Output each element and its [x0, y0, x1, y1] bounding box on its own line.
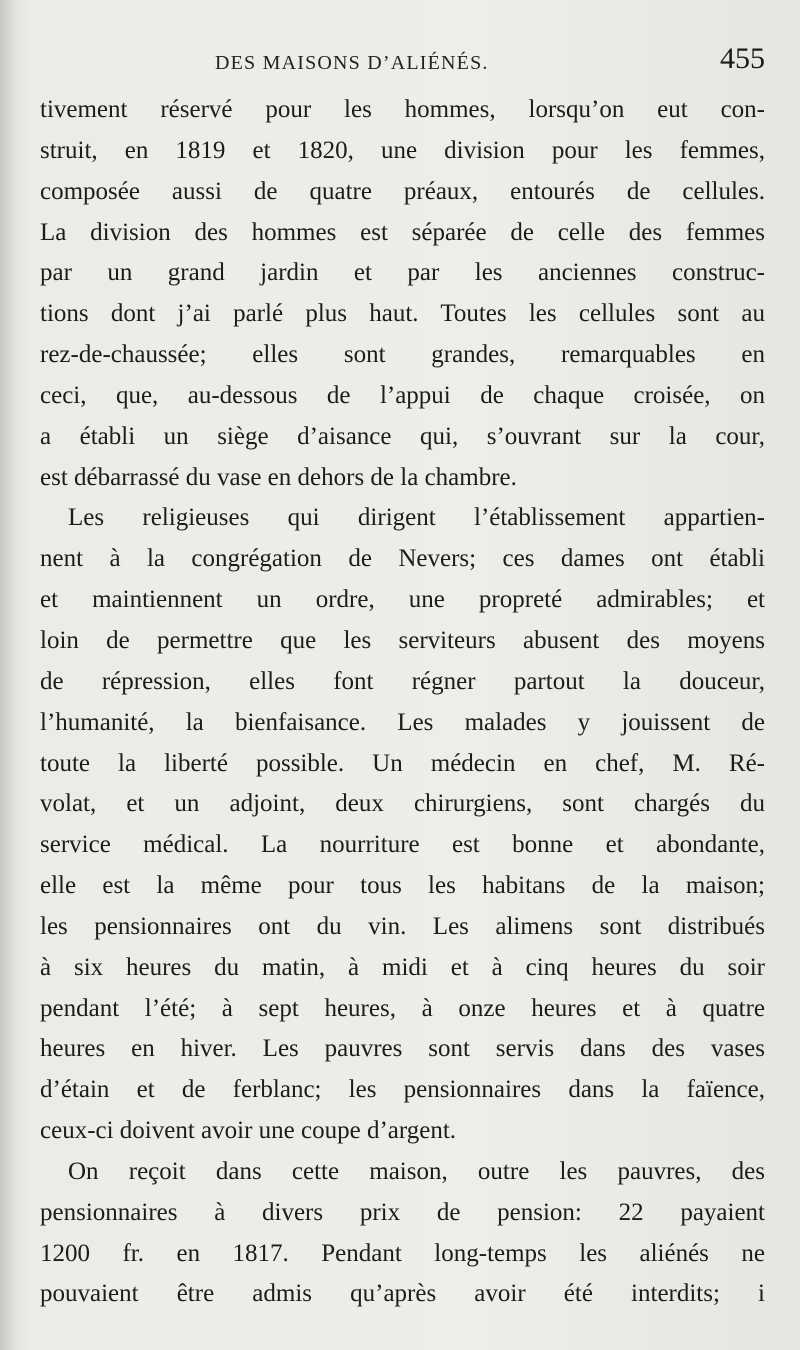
text-line: les pensionnaires ont du vin. Les alimens sont distribués: [40, 912, 765, 940]
page-header: [40, 42, 765, 82]
text-line: ceci, que, au-dessous de l’appui de chaque croisée, on: [40, 381, 765, 409]
text-line: et maintiennent un ordre, une propreté admirables; et: [40, 586, 765, 614]
text-line: rez-de-chaussée; elles sont grandes, remarquables en: [40, 341, 765, 369]
text-line: struit, en 1819 et 1820, une division pour les femmes,: [40, 136, 765, 164]
text-line: elle est la même pour tous les habitans de la maison;: [40, 872, 765, 900]
text-line: tivement réservé pour les hommes, lorsqu’on eut con-: [40, 96, 765, 123]
text-line: Les religieuses qui dirigent l’établissement appartien-: [68, 504, 765, 532]
text-line: de répression, elles font régner partout la douceur,: [40, 667, 765, 695]
text-line: service médical. La nourriture est bonne et abondante,: [40, 831, 765, 859]
text-line: tions dont j’ai parlé plus haut. Toutes les cellules sont au: [40, 300, 765, 328]
text-line: composée aussi de quatre préaux, entourés de cellules.: [40, 177, 765, 205]
text-line: nent à la congrégation de Nevers; ces dames ont établi: [40, 545, 765, 573]
text-line: par un grand jardin et par les anciennes construc-: [40, 259, 765, 287]
text-line: pendant l’été; à sept heures, à onze heures et à quatre: [40, 994, 765, 1022]
text-line: a établi un siège d’aisance qui, s’ouvrant sur la cour,: [40, 422, 765, 450]
text-line: loin de permettre que les serviteurs abusent des moyens: [40, 626, 765, 654]
text-line: pouvaient être admis qu’après avoir été interdits; i: [40, 1280, 765, 1308]
text-line: l’humanité, la bienfaisance. Les malades y jouissent de: [40, 708, 765, 736]
text-line: heures en hiver. Les pauvres sont servis dans des vases: [40, 1035, 765, 1063]
text-line: d’étain et de ferblanc; les pensionnaires dans la faïence,: [40, 1076, 765, 1104]
running-head: DES MAISONS D’ALIÉNÉS.: [215, 52, 489, 74]
text-line: On reçoit dans cette maison, outre les pauvres, des: [68, 1157, 765, 1185]
page-number: 455: [720, 42, 765, 75]
text-line: La division des hommes est séparée de celle des femmes: [40, 218, 765, 246]
text-line: ceux-ci doivent avoir une coupe d’argent.: [40, 1117, 457, 1145]
text-line: 1200 fr. en 1817. Pendant long-temps les aliénés ne: [40, 1239, 765, 1267]
text-line: toute la liberté possible. Un médecin en chef, M. Ré-: [40, 749, 765, 777]
text-line: pensionnaires à divers prix de pension: 22 payaient: [40, 1198, 765, 1226]
text-line: est débarrassé du vase en dehors de la chambre.: [40, 463, 517, 491]
body-text: [40, 90, 765, 1315]
text-line: à six heures du matin, à midi et à cinq heures du soir: [40, 953, 765, 981]
text-line: volat, et un adjoint, deux chirurgiens, sont chargés du: [40, 790, 765, 818]
